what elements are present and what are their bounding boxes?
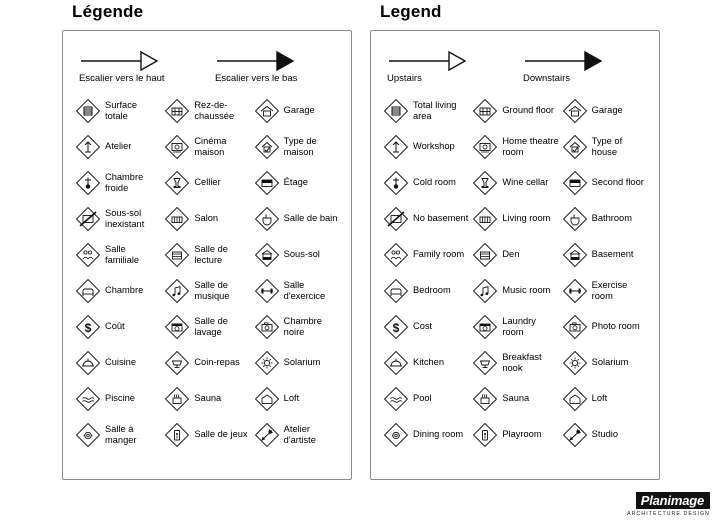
- dining-room-icon: [75, 422, 101, 448]
- legend-item-label: Chambre froide: [105, 172, 144, 193]
- legend-item: [472, 130, 559, 163]
- legend-item: [562, 202, 649, 235]
- legend-item-label: Chambre noire: [283, 316, 322, 337]
- bedroom-icon: [383, 278, 409, 304]
- legend-item: [254, 238, 341, 271]
- wine-cellar-icon: [164, 170, 190, 196]
- garage-icon: [254, 98, 280, 124]
- ground-floor-icon: [164, 98, 190, 124]
- no-basement-icon: [75, 206, 101, 232]
- living-room-icon: [472, 206, 498, 232]
- legend-item-label: Laundry room: [502, 316, 536, 337]
- legend-item: [164, 418, 251, 451]
- legend-item: [562, 310, 649, 343]
- legend-item-label: Cold room: [413, 177, 456, 188]
- garage-icon: [562, 98, 588, 124]
- legend-item-label: Photo room: [591, 321, 640, 332]
- legend-item: [383, 382, 470, 415]
- family-room-icon: [383, 242, 409, 268]
- stairs-label-down-english: Downstairs: [523, 73, 570, 84]
- legend-item: [75, 310, 162, 343]
- workshop-icon: [75, 134, 101, 160]
- den-icon: [472, 242, 498, 268]
- pool-icon: [75, 386, 101, 412]
- legend-item-label: Chambre: [105, 285, 144, 296]
- legend-item: [472, 346, 559, 379]
- legend-item-label: Solarium: [283, 357, 321, 368]
- cold-room-icon: [75, 170, 101, 196]
- legend-item: [75, 382, 162, 415]
- legend-item: [254, 166, 341, 199]
- arrow-down-stairs-icon: [215, 49, 325, 71]
- legend-item-label: Total living area: [413, 100, 457, 121]
- legend-item-label: Kitchen: [413, 357, 445, 368]
- cost-icon: [383, 314, 409, 340]
- solarium-icon: [254, 350, 280, 376]
- legend-item-label: Bathroom: [591, 213, 632, 224]
- legend-item: [562, 418, 649, 451]
- photo-room-icon: [254, 314, 280, 340]
- bedroom-icon: [75, 278, 101, 304]
- stairs-label-down-french: Escalier vers le bas: [215, 73, 298, 84]
- legend-item: [254, 130, 341, 163]
- legend-item-label: Sous-sol inexistant: [105, 208, 145, 229]
- arrow-up-stairs-icon: [79, 49, 189, 71]
- legend-item-label: Pool: [413, 393, 432, 404]
- legend-item: [254, 94, 341, 127]
- studio-icon: [254, 422, 280, 448]
- legend-item: [164, 166, 251, 199]
- page-title-english: Legend: [380, 2, 442, 21]
- workshop-icon: [383, 134, 409, 160]
- legend-item: [383, 274, 470, 307]
- legend-item-label: Salle d'exercice: [283, 280, 326, 301]
- laundry-room-icon: [472, 314, 498, 340]
- second-floor-icon: [254, 170, 280, 196]
- legend-item: [562, 94, 649, 127]
- type-of-house-icon: [562, 134, 588, 160]
- kitchen-icon: [75, 350, 101, 376]
- arrow-down-stairs-icon: [523, 49, 633, 71]
- page-title-french: Légende: [72, 2, 144, 21]
- legend-item-label: Exercise room: [591, 280, 628, 301]
- legend-item: [383, 202, 470, 235]
- music-room-icon: [164, 278, 190, 304]
- legend-item-label: Coût: [105, 321, 125, 332]
- loft-icon: [562, 386, 588, 412]
- legend-item-label: Playroom: [502, 429, 542, 440]
- solarium-icon: [562, 350, 588, 376]
- legend-item: [164, 238, 251, 271]
- legend-item-label: Piscine: [105, 393, 135, 404]
- legend-item: [75, 94, 162, 127]
- logo-tagline: ARCHITECTURE DESIGN: [627, 511, 710, 517]
- legend-item: [75, 130, 162, 163]
- legend-item-label: Cinéma maison: [194, 136, 227, 157]
- playroom-icon: [164, 422, 190, 448]
- legend-item-label: Sous-sol: [283, 249, 320, 260]
- legend-item-label: Type de maison: [283, 136, 317, 157]
- exercise-room-icon: [254, 278, 280, 304]
- legend-item: [562, 382, 649, 415]
- legend-item-label: Salle de jeux: [194, 429, 248, 440]
- music-room-icon: [472, 278, 498, 304]
- legend-item-label: Ground floor: [502, 105, 555, 116]
- legend-item: [383, 166, 470, 199]
- legend-item: [75, 166, 162, 199]
- legend-item: [562, 238, 649, 271]
- legend-item-label: Type of house: [591, 136, 623, 157]
- kitchen-icon: [383, 350, 409, 376]
- legend-item: [75, 274, 162, 307]
- legend-item-label: Salon: [194, 213, 219, 224]
- photo-room-icon: [562, 314, 588, 340]
- sauna-icon: [164, 386, 190, 412]
- legend-item-label: Étage: [283, 177, 308, 188]
- legend-item: [75, 238, 162, 271]
- home-theatre-icon: [472, 134, 498, 160]
- legend-item-label: Studio: [591, 429, 619, 440]
- legend-item-label: Salle de musique: [194, 280, 230, 301]
- legend-item-label: Loft: [591, 393, 608, 404]
- stairs-item-down-english: [523, 49, 649, 84]
- legend-item-label: Family room: [413, 249, 465, 260]
- stairs-item-up-english: [387, 49, 513, 84]
- legend-item-label: Breakfast nook: [502, 352, 542, 373]
- legend-item: [383, 310, 470, 343]
- family-room-icon: [75, 242, 101, 268]
- bathroom-icon: [254, 206, 280, 232]
- den-icon: [164, 242, 190, 268]
- legend-item-label: Cellier: [194, 177, 221, 188]
- legend-item: [254, 274, 341, 307]
- legend-item-label: Sauna: [502, 393, 530, 404]
- sauna-icon: [472, 386, 498, 412]
- wine-cellar-icon: [472, 170, 498, 196]
- legend-item: [383, 418, 470, 451]
- legend-item-label: Garage: [591, 105, 623, 116]
- legend-item-label: Wine cellar: [502, 177, 549, 188]
- legend-item: [472, 418, 559, 451]
- legend-item: [164, 346, 251, 379]
- basement-icon: [254, 242, 280, 268]
- legend-item: [254, 202, 341, 235]
- legend-item-label: Coin-repas: [194, 357, 240, 368]
- bathroom-icon: [562, 206, 588, 232]
- loft-icon: [254, 386, 280, 412]
- legend-item-label: Salle à manger: [105, 424, 137, 445]
- svg-text:$: $: [392, 320, 400, 335]
- legend-item-label: Bedroom: [413, 285, 451, 296]
- legend-item: [254, 382, 341, 415]
- legend-item-label: Loft: [283, 393, 300, 404]
- legend-item: [562, 346, 649, 379]
- legend-item: [472, 382, 559, 415]
- pool-icon: [383, 386, 409, 412]
- logo-name: Planimage: [636, 492, 710, 509]
- stairs-label-up-french: Escalier vers le haut: [79, 73, 165, 84]
- stairs-label-up-english: Upstairs: [387, 73, 422, 84]
- legend-item: [254, 346, 341, 379]
- legend-item: [472, 166, 559, 199]
- svg-text:$: $: [84, 320, 92, 335]
- stairs-item-down-french: [215, 49, 341, 84]
- cost-icon: [75, 314, 101, 340]
- legend-panel-english: [370, 0, 670, 480]
- legend-item: [383, 130, 470, 163]
- home-theatre-icon: [164, 134, 190, 160]
- legend-item-label: Music room: [502, 285, 551, 296]
- legend-item-label: Basement: [591, 249, 634, 260]
- legend-item-label: Solarium: [591, 357, 629, 368]
- legend-item: [383, 238, 470, 271]
- legend-item: [254, 310, 341, 343]
- breakfast-nook-icon: [472, 350, 498, 376]
- legend-item-label: Dining room: [413, 429, 464, 440]
- stairs-row-french: [79, 49, 341, 84]
- legend-item: [164, 274, 251, 307]
- brand-logo: [627, 492, 710, 517]
- legend-item: [562, 166, 649, 199]
- dining-room-icon: [383, 422, 409, 448]
- legend-item: [383, 346, 470, 379]
- legend-item-label: Workshop: [413, 141, 455, 152]
- legend-grid-english: [383, 94, 649, 451]
- legend-item-label: Cost: [413, 321, 433, 332]
- breakfast-nook-icon: [164, 350, 190, 376]
- legend-item-label: Salle de lavage: [194, 316, 228, 337]
- legend-item-label: Cuisine: [105, 357, 137, 368]
- type-of-house-icon: [254, 134, 280, 160]
- legend-item: [164, 130, 251, 163]
- legend-item: [472, 310, 559, 343]
- legend-item-label: Garage: [283, 105, 315, 116]
- legend-item-label: Home theatre room: [502, 136, 559, 157]
- legend-item-label: Second floor: [591, 177, 644, 188]
- legend-item: [383, 94, 470, 127]
- legend-item-label: No basement: [413, 213, 469, 224]
- legend-item-label: Living room: [502, 213, 551, 224]
- total-living-area-icon: [383, 98, 409, 124]
- second-floor-icon: [562, 170, 588, 196]
- legend-item: [472, 238, 559, 271]
- exercise-room-icon: [562, 278, 588, 304]
- legend-item-label: Rez-de-chaussée: [194, 100, 235, 121]
- legend-item-label: Salle de lecture: [194, 244, 228, 265]
- living-room-icon: [164, 206, 190, 232]
- legend-item-label: Salle familiale: [105, 244, 140, 265]
- legend-item-label: Surface totale: [105, 100, 138, 121]
- stairs-item-up-french: [79, 49, 205, 84]
- legend-item-label: Atelier: [105, 141, 132, 152]
- legend-item: [254, 418, 341, 451]
- legend-item-label: Den: [502, 249, 520, 260]
- legend-item-label: Atelier d'artiste: [283, 424, 316, 445]
- legend-box-french: [62, 30, 352, 480]
- total-living-area-icon: [75, 98, 101, 124]
- playroom-icon: [472, 422, 498, 448]
- legend-box-english: [370, 30, 660, 480]
- legend-item: [472, 94, 559, 127]
- legend-item: [75, 418, 162, 451]
- legend-item: [164, 310, 251, 343]
- arrow-up-stairs-icon: [387, 49, 497, 71]
- laundry-room-icon: [164, 314, 190, 340]
- studio-icon: [562, 422, 588, 448]
- legend-item: [164, 382, 251, 415]
- legend-item: [75, 202, 162, 235]
- no-basement-icon: [383, 206, 409, 232]
- legend-item: [75, 346, 162, 379]
- legend-item-label: Salle de bain: [283, 213, 338, 224]
- ground-floor-icon: [472, 98, 498, 124]
- legend-item: [562, 274, 649, 307]
- legend-item: [164, 202, 251, 235]
- basement-icon: [562, 242, 588, 268]
- legend-item: [562, 130, 649, 163]
- legend-panel-french: [62, 0, 362, 480]
- legend-item-label: Sauna: [194, 393, 222, 404]
- stairs-row-english: [387, 49, 649, 84]
- legend-item: [164, 94, 251, 127]
- legend-grid-french: [75, 94, 341, 451]
- legend-item: [472, 202, 559, 235]
- cold-room-icon: [383, 170, 409, 196]
- legend-item: [472, 274, 559, 307]
